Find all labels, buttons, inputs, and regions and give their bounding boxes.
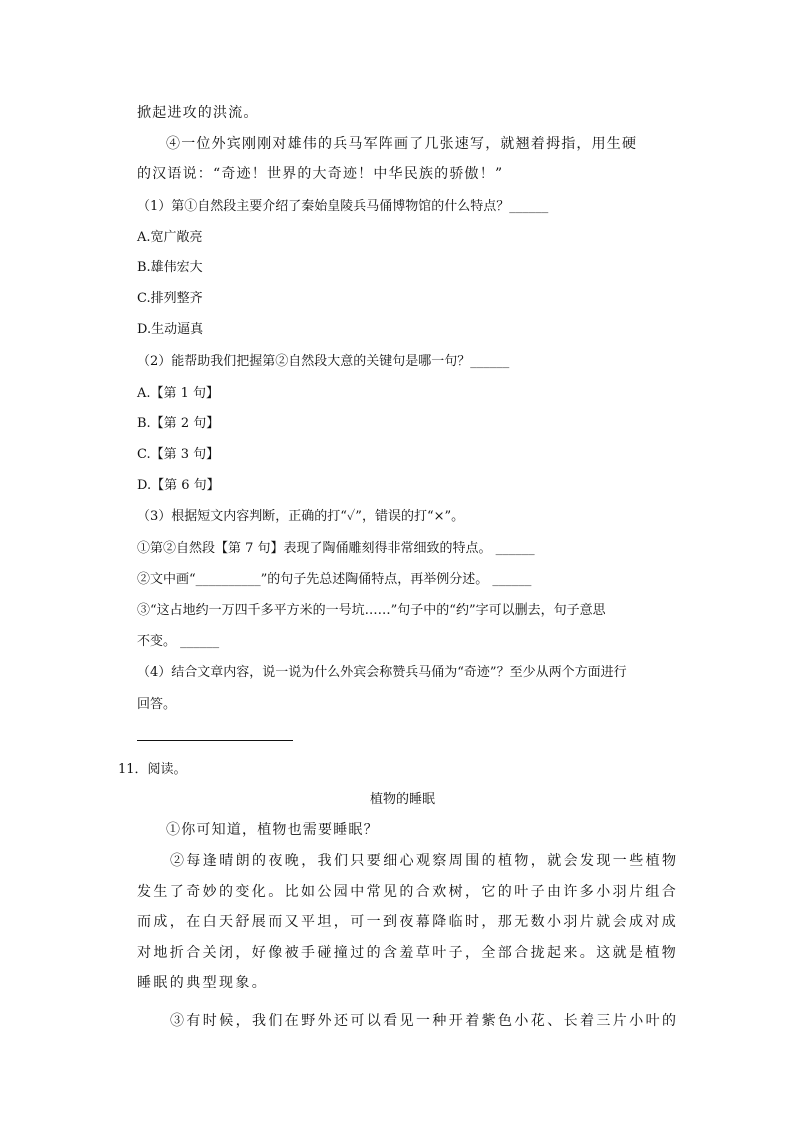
option-a: A.宽广敞亮 [137,230,203,245]
answer-line [137,740,293,741]
judge-item: ②文中画“__________”的句子先总述陶俑特点，再举例分述。 ______ [137,572,532,587]
passage-line: ④一位外宾刚刚对雄伟的兵马军阵画了几张速写，就翘着拇指，用生硬 [166,136,638,152]
passage-line: 睡眠的典型现象。 [137,975,269,991]
question-stem: （3）根据短文内容判断，正确的打“✓”，错误的打“×”。 [137,509,465,524]
passage-line: ①你可知道，植物也需要睡眠？ [166,822,379,838]
question-stem: （4）结合文章内容，说一说为什么外宾会称赞兵马俑为“奇迹”？至少从两个方面进行 [137,665,627,680]
option-b: B.雄伟宏大 [137,260,203,275]
judge-item: ①第②自然段【第 7 句】表现了陶俑雕刻得非常细致的特点。 ______ [137,541,535,556]
passage-line: ③有时候，我们在野外还可以看见一种开着紫色小花、长着三片小叶的 [170,1013,679,1029]
question-stem-cont: 回答。 [137,697,177,712]
question-number: 11．阅读。 [118,762,187,777]
option-c: C.【第 3 句】 [137,447,220,462]
option-d: D.生动逼真 [137,322,204,337]
passage-line: 对地折合关闭，好像被手碰撞过的含羞草叶子，全部合拢起来。这就是植物 [137,945,679,961]
question-stem: （1）第①自然段主要介绍了秦始皇陵兵马俑博物馆的什么特点？______ [137,199,549,214]
option-a: A.【第 1 句】 [137,386,220,401]
passage-line: 的汉语说：“奇迹！世界的大奇迹！中华民族的骄傲！” [137,166,504,182]
option-d: D.【第 6 句】 [137,478,220,493]
passage-title: 植物的睡眠 [370,792,436,807]
judge-item: ③“这占地约一万四千多平方米的一号坑……”句子中的“约”字可以删去，句子意思 [137,603,606,618]
passage-line: ②每逢晴朗的夜晚，我们只要细心观察周围的植物，就会发现一些植物 [170,853,679,869]
option-c: C.排列整齐 [137,291,203,306]
judge-item-cont: 不变。 ______ [137,634,220,649]
passage-line: 掀起进攻的洪流。 [137,105,259,121]
question-stem: （2）能帮助我们把握第②自然段大意的关键句是哪一句？______ [137,354,510,369]
passage-line: 发生了奇妙的变化。比如公园中常见的合欢树，它的叶子由许多小羽片组合 [137,884,679,900]
option-b: B.【第 2 句】 [137,416,220,431]
passage-line: 而成，在白天舒展而又平坦，可一到夜幕降临时，那无数小羽片就会成对成 [137,914,679,930]
